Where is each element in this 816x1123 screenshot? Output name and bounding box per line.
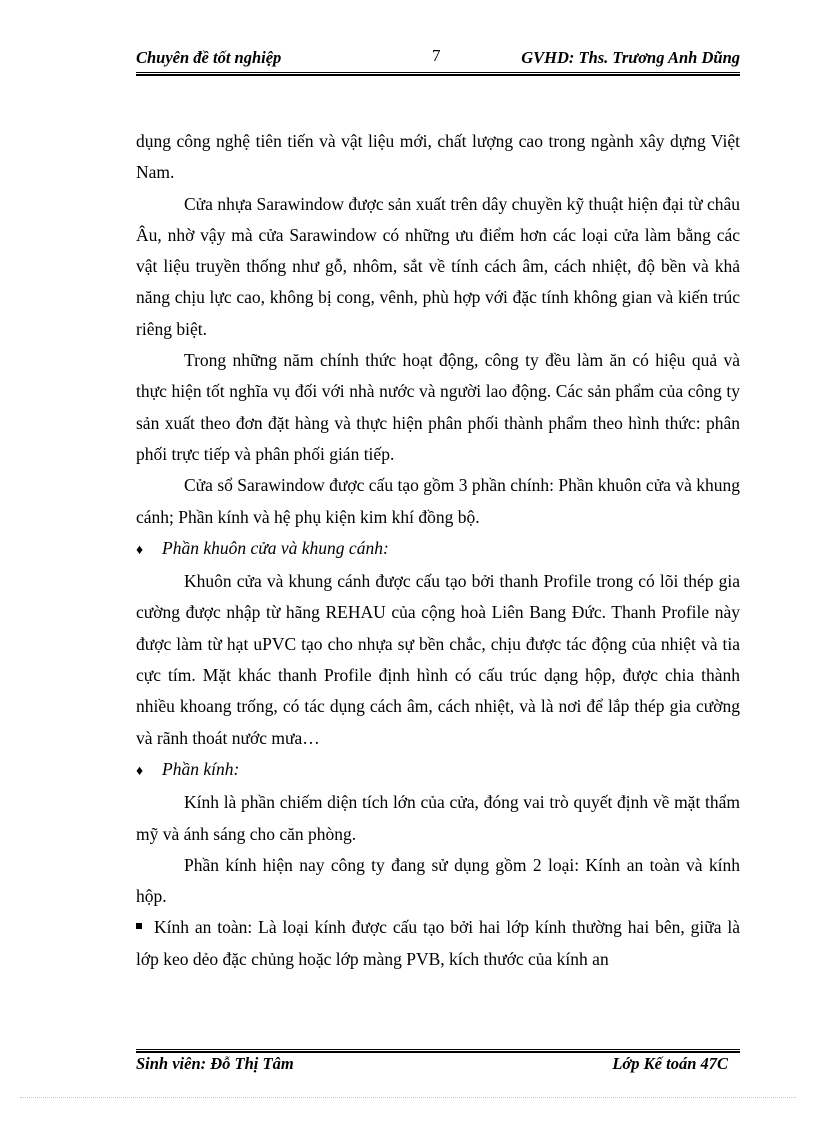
square-bullet-icon <box>136 923 142 929</box>
page-footer <box>136 1054 740 1078</box>
page-body <box>136 126 740 975</box>
diamond-bullet-icon: ♦ <box>136 763 144 779</box>
section-heading <box>136 754 740 787</box>
page-edge-dotted-line <box>20 1097 796 1098</box>
paragraph: Trong những năm chính thức hoạt động, công ty đều làm ăn có hiệu quả và thực hiện tốt nghĩa vụ đối với nhà nước và người lao động. Các sản phẩm của công ty sản xuất theo đơn đặt hàng và thực hiện phân phối thành phẩm theo hình thức: phân phối trực tiếp và phân phối gián tiếp. <box>136 350 740 464</box>
list-item <box>136 912 740 975</box>
paragraph: Cửa nhựa Sarawindow được sản xuất trên dây chuyền kỹ thuật hiện đại từ châu Âu, nhờ vậy mà cửa Sarawindow có những ưu điểm hơn các loại cửa làm bằng các vật liệu truyền thống như gỗ, nhôm, sắt về tính cách âm, cách nhiệt, độ bền và khả năng chịu lực cao, không bị cong, vênh, phù hợp với đặc tính không gian và kiến trúc riêng biệt. <box>136 193 740 339</box>
diamond-bullet-icon: ♦ <box>136 542 144 558</box>
list-item-text: Kính an toàn: Là loại kính được cấu tạo bởi hai lớp kính thường hai bên, giữa là lớp keo dẻo đặc chủng hoặc lớp màng PVB, kích thước của kính an <box>136 917 740 969</box>
header-supervisor: GVHD: Ths. Trương Anh Dũng <box>521 48 740 67</box>
footer-student: Sinh viên: Đỗ Thị Tâm <box>136 1054 294 1073</box>
footer-class: Lớp Kế toán 47C <box>612 1054 728 1073</box>
footer-divider-thick <box>136 1051 740 1053</box>
section-heading-text: Phần khuôn cửa và khung cánh: <box>162 537 389 558</box>
footer-divider <box>136 1049 740 1050</box>
paragraph: Khuôn cửa và khung cánh được cấu tạo bởi thanh Profile trong có lõi thép gia cường được nhập từ hãng REHAU của cộng hoà Liên Bang Đức. Thanh Profile này được làm từ hạt uPVC tạo cho nhựa sự bền chắc, chịu được tác động của nhiệt và tia cực tím. Mặt khác thanh Profile định hình có cấu trúc dạng hộp, được chia thành nhiều khoang trống, có tác dụng cách âm, cách nhiệt, và là nơi để lắp thép gia cường và rãnh thoát nước mưa… <box>136 571 740 748</box>
section-heading-text: Phần kính: <box>162 758 240 779</box>
paragraph: Kính là phần chiếm diện tích lớn của cửa, đóng vai trò quyết định về mặt thẩm mỹ và ánh sáng cho căn phòng. <box>136 792 740 844</box>
page-header <box>136 46 740 70</box>
paragraph: Phần kính hiện nay công ty đang sử dụng gồm 2 loại: Kính an toàn và kính hộp. <box>136 854 740 907</box>
section-heading <box>136 533 740 566</box>
header-divider <box>136 72 740 73</box>
header-title: Chuyên đề tốt nghiệp <box>136 48 282 67</box>
header-divider-thick <box>136 74 740 76</box>
paragraph: dụng công nghệ tiên tiến và vật liệu mới, chất lượng cao trong ngành xây dựng Việt Nam. <box>136 131 740 183</box>
page-number: 7 <box>432 46 441 65</box>
paragraph: Cửa sổ Sarawindow được cấu tạo gồm 3 phần chính: Phần khuôn cửa và khung cánh; Phần kính và hệ phụ kiện kim khí đồng bộ. <box>136 475 740 527</box>
